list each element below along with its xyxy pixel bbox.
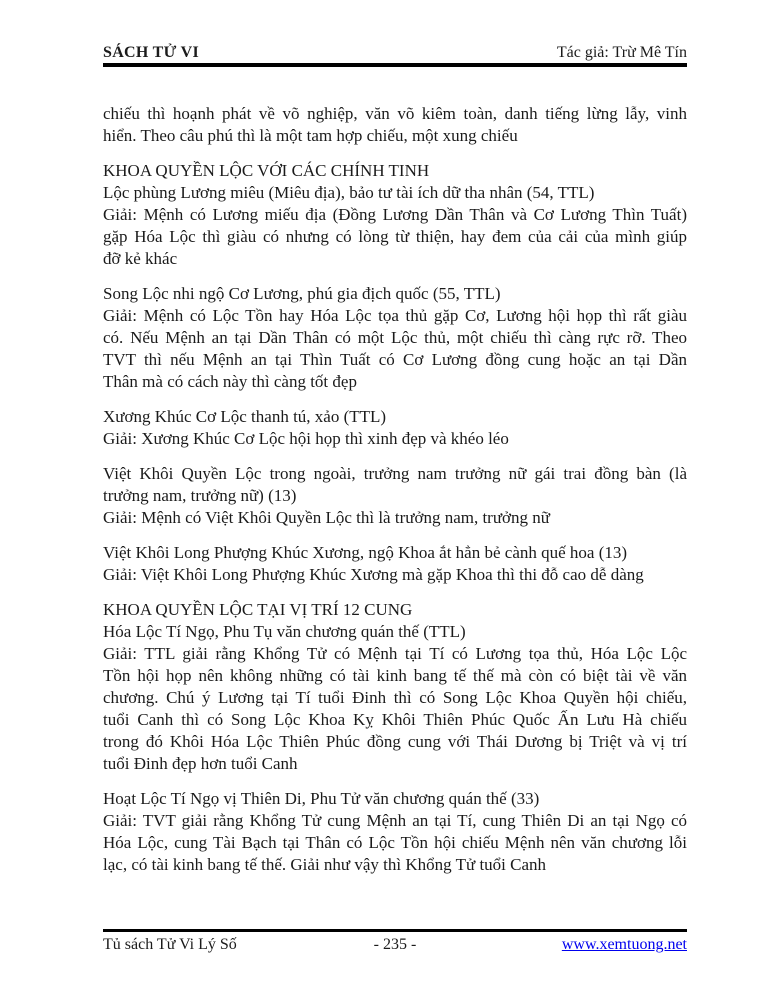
text-line: Hóa Lộc Tí Ngọ, Phu Tụ văn chương quán thế (TTL) <box>103 622 466 641</box>
text-line: gặp Hóa Lộc thì giàu có nhưng có lòng từ thiện, hay đem của cải của mình giúp <box>103 227 687 246</box>
page-footer <box>103 936 687 954</box>
text-line: Giải: TVT giải rằng Khổng Tử cung Mệnh an tại Tí, cung Thiên Di an tại Ngọ có <box>103 811 687 830</box>
text-line: tuổi Đinh đẹp hơn tuổi Canh <box>103 754 298 773</box>
text-line: Giải: TTL giải rằng Khổng Tử có Mệnh tại Tí có Lương tọa thủ, Hóa Lộc Lộc <box>103 644 687 663</box>
text-block <box>103 788 687 876</box>
text-line: trưởng nam, trưởng nữ) (13) <box>103 486 297 505</box>
text-block <box>103 406 687 450</box>
text-line: TVT thì nếu Mệnh an tại Thìn Tuất có Cơ Lương đồng cung hoặc an tại Dần <box>103 350 687 369</box>
text-line: chiếu thì hoạnh phát về võ nghiệp, văn võ kiêm toàn, danh tiếng lừng lẫy, vinh <box>103 104 687 123</box>
text-line: lạc, có tài kinh bang tế thế. Giải như vậy thì Khổng Tử tuổi Canh <box>103 855 547 874</box>
website-link[interactable]: www.xemtuong.net <box>561 936 687 953</box>
text-line: trong đó Khôi Hóa Lộc Thiên Phúc đồng cung với Thái Dương bị Triệt và vị trí <box>103 732 687 751</box>
text-block <box>103 599 687 775</box>
text-line: Giải: Mệnh có Việt Khôi Quyền Lộc thì là trưởng nam, trưởng nữ <box>103 508 551 527</box>
text-block <box>103 160 687 270</box>
page-header <box>103 44 687 62</box>
text-line: Việt Khôi Quyền Lộc trong ngoài, trưởng nam trưởng nữ gái trai đồng bàn (là <box>103 464 687 483</box>
text-line: Hoạt Lộc Tí Ngọ vị Thiên Di, Phu Tử văn chương quán thế (33) <box>103 789 540 808</box>
text-line: Giải: Mệnh có Lộc Tồn hay Hóa Lộc tọa thủ gặp Cơ, Lương hội họp thì rất giàu <box>103 306 687 325</box>
text-line: chương. Chú ý Lương tại Tí tuổi Đinh thì có Song Lộc Khoa Quyền hội chiếu, <box>103 688 687 707</box>
text-line: Giải: Mệnh có Lương miếu địa (Đồng Lương Dần Thân và Cơ Lương Thìn Tuất) <box>103 205 687 224</box>
text-block <box>103 542 687 586</box>
text-line: Giải: Việt Khôi Long Phượng Khúc Xương mà gặp Khoa thì thi đỗ cao dễ dàng <box>103 565 644 584</box>
document-body <box>103 103 687 889</box>
footer-divider <box>103 929 687 932</box>
page-number: - 235 - <box>373 936 417 953</box>
header-divider <box>103 63 687 67</box>
text-block <box>103 283 687 393</box>
section-heading: KHOA QUYỀN LỘC VỚI CÁC CHÍNH TINH <box>103 161 430 180</box>
text-line: Thân mà có cách này thì càng tốt đẹp <box>103 372 357 391</box>
book-title: SÁCH TỬ VI <box>103 44 200 61</box>
text-line: Giải: Xương Khúc Cơ Lộc hội họp thì xinh đẹp và khéo léo <box>103 429 509 448</box>
text-line: tuổi Canh thì có Song Lộc Khoa Kỵ Khôi Thiên Phúc Quốc Ấn Lưu Hà chiếu <box>103 710 687 729</box>
series-title: Tủ sách Tử Vi Lý Số <box>103 936 237 953</box>
author-credit: Tác giả: Trừ Mê Tín <box>556 44 687 61</box>
text-block <box>103 463 687 529</box>
text-line: Xương Khúc Cơ Lộc thanh tú, xảo (TTL) <box>103 407 387 426</box>
text-line: Việt Khôi Long Phượng Khúc Xương, ngộ Khoa ắt hẳn bẻ cành quế hoa (13) <box>103 543 628 562</box>
text-line: Hóa Lộc, cung Tài Bạch tại Thân có Lộc Tồn hội chiếu Mệnh nên văn chương lỗi <box>103 833 687 852</box>
section-heading: KHOA QUYỀN LỘC TẠI VỊ TRÍ 12 CUNG <box>103 600 413 619</box>
text-line: có. Nếu Mệnh an tại Dần Thân có một Lộc thủ, một chiếu thì càng rực rỡ. Theo <box>103 328 687 347</box>
text-line: Lộc phùng Lương miêu (Miêu địa), bảo tư tài ích dữ tha nhân (54, TTL) <box>103 183 595 202</box>
text-line: hiển. Theo câu phú thì là một tam hợp chiếu, một xung chiếu <box>103 126 518 145</box>
text-block <box>103 103 687 147</box>
text-line: Tồn hội họp nên không những có tài kinh bang tế thế mà còn có biệt tài về văn <box>103 666 687 685</box>
text-line: Song Lộc nhi ngộ Cơ Lương, phú gia địch quốc (55, TTL) <box>103 284 501 303</box>
text-line: đỡ kẻ khác <box>103 249 178 268</box>
